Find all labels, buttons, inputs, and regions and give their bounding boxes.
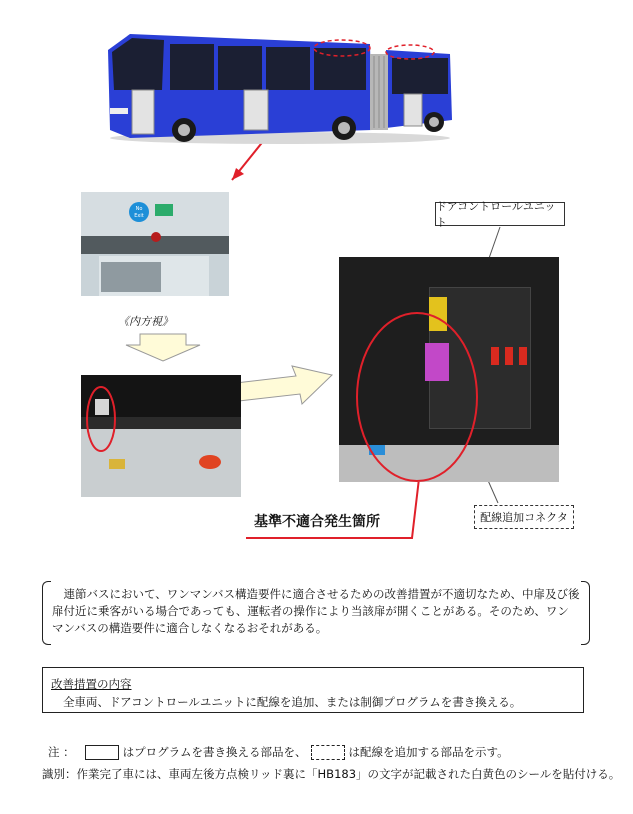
- legend-note: [48, 744, 509, 760]
- remedy-body: 全車両、ドアコントロールユニットに配線を追加、または制御プログラムを書き換える。: [63, 695, 522, 709]
- sign-line1: No: [135, 206, 143, 212]
- solid-box-swatch: [85, 745, 119, 760]
- sign-line2: Exit: [134, 213, 144, 219]
- problem-statement: [42, 581, 590, 645]
- interior-photo: [81, 192, 229, 296]
- down-arrow: [126, 334, 200, 361]
- identification-text: 識別：作業完了車には、車両左後方点検リッド裏に「HB183」の文字が記載された白黄色のシールを貼付ける。: [42, 767, 621, 781]
- articulated-bus-image: [100, 20, 460, 145]
- door-control-unit-label: ドアコントロールユニット: [435, 202, 565, 226]
- bus-photo: [100, 20, 460, 145]
- door-control-unit-photo: [339, 257, 559, 482]
- inside-view-caption: 《内方視》: [118, 315, 173, 328]
- nonconformity-label: 基準不適合発生箇所: [254, 514, 380, 530]
- note-dashed-text: は配線を追加する部品を示す。: [348, 745, 509, 759]
- no-exit-sign: [129, 202, 149, 222]
- note-solid-text: はプログラムを書き換える部品を、: [122, 745, 307, 759]
- remedy-box: [42, 667, 584, 713]
- right-bracket: [581, 581, 590, 645]
- wiring-connector-label: 配線追加コネクタ: [474, 505, 574, 529]
- note-prefix: 注 ：: [48, 745, 75, 759]
- unit-highlight: [339, 257, 559, 482]
- panel-highlight: [81, 375, 241, 497]
- panel-photo: [81, 375, 241, 497]
- dashed-box-swatch: [311, 745, 345, 760]
- problem-text: 連節バスにおいて、ワンマンバス構造要件に適合させるための改善措置が不適切なため、中扉及び後扉付近に乗客がいる場合であっても、運転者の操作により当該扉が開くことがある。そのため、ワンマンバスの構造要件に適合しなくなるおそれがある。: [52, 587, 580, 635]
- remedy-heading: 改善措置の内容: [51, 677, 132, 691]
- red-arrowhead: [232, 168, 244, 180]
- left-bracket: [42, 581, 51, 645]
